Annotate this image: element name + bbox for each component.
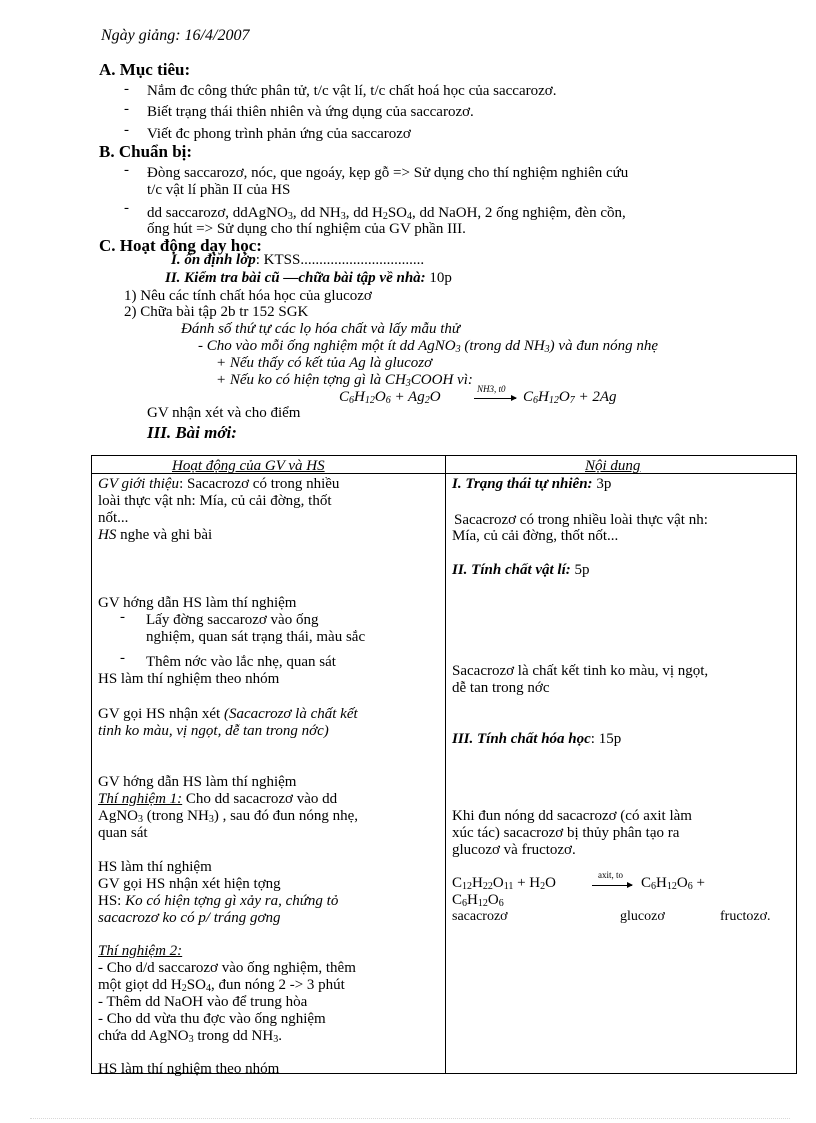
prep-item-1-line1: Đòng saccarozơ, nóc, que ngoáy, kẹp gỗ => Sử dụng cho thí nghiệm nghiên cứu: [147, 165, 629, 181]
lesson-date: Ngày giảng: 16/4/2007: [101, 27, 250, 44]
label-fructozo: fructozơ.: [720, 909, 771, 924]
stability-label: I. ổn định lớp: [171, 252, 256, 268]
equation-1-left: $C_6H_{12}O_6 + Ag_2O$: [339, 389, 441, 406]
reaction-arrow-icon: [592, 885, 632, 886]
tn1-line1: [98, 791, 337, 807]
gv-note: GV nhận xét và cho điểm: [147, 405, 301, 421]
stability-line: [171, 252, 424, 268]
intro-text: : Sacacrozơ có trong nhiều: [179, 476, 340, 492]
hs-answer-text: Ko có hiện tợng gì xảy ra, chứng tỏ: [125, 893, 339, 909]
hs-label: HS: [98, 527, 117, 543]
bullet-dash: -: [120, 609, 125, 625]
hs-answer-line2: sacacrozơ ko có p/ tráng gơng: [98, 910, 281, 926]
bullet-dash: -: [120, 650, 125, 666]
question-2: 2) Chữa bài tập 2b tr 152 SGK: [124, 304, 309, 320]
tn2-line5: chứa dd AgNO$_3$ trong dd $NH_3$.: [98, 1028, 282, 1045]
prep-item-2-line1: dd saccarozơ, ddAgNO$_3$, dd $NH_3$, dd $H_2SO_4$, dd NaOH, 2 ống nghiệm, đèn cồn,: [147, 205, 626, 222]
tn2-line2: một giọt dd $H_2SO_4$, đun nóng 2 -> 3 phút: [98, 977, 345, 994]
label-sacacrozo: sacacrozơ: [452, 909, 508, 924]
tn1-label: Thí nghiệm 1:: [98, 791, 183, 807]
bullet-dash: -: [124, 122, 129, 138]
guide-item-2: Thêm nớc vào lắc nhẹ, quan sát: [146, 654, 336, 670]
tn2-line4: - Cho dd vừa thu đợc vào ống nghiệm: [98, 1011, 326, 1027]
hs-do-experiment: HS làm thí nghiệm: [98, 859, 212, 875]
review-line: [165, 270, 452, 286]
content-II-label: II. Tính chất vật lí:: [452, 562, 571, 578]
content-I-label: I. Trạng thái tự nhiên:: [452, 476, 593, 492]
content-III-line2: xúc tác) sacacrozơ bị thủy phân tạo ra: [452, 825, 680, 841]
header-activity: Hoạt động của GV và HS: [172, 458, 325, 474]
objective-item: Nắm đc công thức phân tử, t/c vật lí, t/c chất hoá học của saccarozơ.: [147, 83, 557, 99]
review-label: II. Kiểm tra bài cũ —chữa bài tập về nhà:: [165, 270, 426, 286]
question-1: 1) Nêu các tính chất hóa học của glucozơ: [124, 288, 372, 304]
prep-item-2-line2: ống hút => Sử dụng cho thí nghiệm của GV phần III.: [147, 221, 466, 237]
objective-item: Viết đc phong trình phản ứng của saccarozơ: [147, 126, 411, 142]
equation-1-condition: NH3, t0: [477, 384, 506, 394]
intro-line2: loài thực vật nh: Mía, củ cải đờng, thốt: [98, 493, 332, 509]
gv-guide-2: GV hớng dẫn HS làm thí nghiệm: [98, 774, 297, 790]
guide-item-1-line1: Lấy đờng saccarozơ vào ống: [146, 612, 319, 628]
content-II-time: 5p: [570, 562, 590, 578]
bullet-dash: -: [124, 81, 129, 97]
bullet-dash: -: [124, 200, 129, 216]
equation-1-right: $C_6H_{12}O_7 + 2Ag$: [523, 389, 617, 406]
label-glucozo: glucozơ: [620, 909, 665, 924]
content-II-line2: dễ tan trong nớc: [452, 680, 550, 696]
content-III-line1: Khi đun nóng dd sacacrozơ (có axit làm: [452, 808, 692, 824]
tn1-text: Cho dd sacacrozơ vào dd: [182, 791, 338, 807]
answer-step-2: - Cho vào mỗi ống nghiệm một ít dd AgNO$_3$ (trong dd $NH_3$) và đun nóng nhẹ: [198, 338, 658, 355]
gv-call-1-line2: tinh ko màu, vị ngọt, dễ tan trong nớc): [98, 723, 329, 739]
hs-text: nghe và ghi bài: [116, 527, 213, 543]
hs-listen: [98, 527, 212, 543]
intro-line1: [98, 476, 339, 492]
hs-answer-label: HS:: [98, 893, 126, 909]
answer-step-3: + Nếu thấy có kết tủa Ag là glucozơ: [216, 355, 433, 371]
bullet-dash: -: [124, 162, 129, 178]
guide-item-1-line2: nghiệm, quan sát trạng thái, màu sắc: [146, 629, 366, 645]
content-I-title: [452, 476, 611, 492]
page-bottom-rule: [30, 1118, 790, 1119]
intro-label: GV giới thiệu: [98, 476, 180, 492]
tn2-line1: - Cho d/d saccarozơ vào ống nghiệm, thêm: [98, 960, 356, 976]
review-time: 10p: [429, 270, 452, 286]
equation-2-condition: axit, to: [598, 870, 623, 880]
content-III-label: III. Tính chất hóa học: [452, 731, 591, 747]
tn1-line3: quan sát: [98, 825, 148, 841]
hs-group-2: HS làm thí nghiệm theo nhóm: [98, 1061, 280, 1077]
column-divider: [445, 456, 446, 1073]
header-content: Nội dung: [585, 458, 641, 474]
content-I-line2: Mía, củ cải đờng, thốt nốt...: [452, 528, 619, 544]
gv-guide-1: GV hớng dẫn HS làm thí nghiệm: [98, 595, 297, 611]
content-I-line1: Sacacrozơ có trong nhiều loài thực vật nh:: [454, 512, 708, 528]
new-lesson-title: III. Bài mới:: [147, 423, 237, 442]
intro-line3: nốt...: [98, 510, 129, 526]
tn2-line3: - Thêm dd NaOH vào để trung hòa: [98, 994, 308, 1010]
gv-call-2: GV gọi HS nhận xét hiện tợng: [98, 876, 281, 892]
content-II-title: [452, 562, 590, 578]
content-III-title: [452, 731, 621, 747]
tn1-line2: AgNO$_3$ (trong $NH_3$) , sau đó đun nóng nhẹ,: [98, 808, 358, 825]
content-I-time: 3p: [592, 476, 612, 492]
content-III-time: : 15p: [590, 731, 622, 747]
stability-value: : KTSS.................................: [255, 252, 425, 268]
content-II-line1: Sacacrozơ là chất kết tinh ko màu, vị ngọt,: [452, 663, 709, 679]
answer-step-1: Đánh số thứ tự các lọ hóa chất và lấy mẫu thử: [181, 321, 461, 337]
gv-call-1-answer: (Sacacrozơ là chất kết: [223, 706, 358, 722]
objective-item: Biết trạng thái thiên nhiên và ứng dụng của saccarozơ.: [147, 104, 474, 120]
reaction-arrow-icon: [474, 398, 516, 399]
section-c-title: C. Hoạt động dạy học:: [99, 236, 262, 255]
hs-group-1: HS làm thí nghiệm theo nhóm: [98, 671, 280, 687]
equation-2-line2: $C_6H_{12}O_6$: [452, 892, 504, 909]
hs-answer-line1: [98, 893, 338, 909]
gv-call-1-text: GV gọi HS nhận xét: [98, 706, 224, 722]
equation-2-left: $C_{12}H_{22}O_{11} + H_2O$: [452, 875, 556, 892]
gv-call-1-line1: [98, 706, 358, 722]
lesson-table: [91, 455, 797, 1077]
section-a-title: A. Mục tiêu:: [99, 60, 191, 79]
tn2-label: Thí nghiệm 2:: [98, 943, 183, 959]
bullet-dash: -: [124, 101, 129, 117]
prep-item-1-line2: t/c vật lí phần II của HS: [147, 182, 291, 198]
equation-2-right: $C_6H_{12}O_6$ +: [641, 875, 705, 892]
content-III-line3: glucozơ và fructozơ.: [452, 842, 576, 858]
answer-step-4: + Nếu ko có hiện tợng gì là $CH_3COOH$ vì:: [216, 372, 473, 389]
section-b-title: B. Chuẩn bị:: [99, 142, 193, 161]
